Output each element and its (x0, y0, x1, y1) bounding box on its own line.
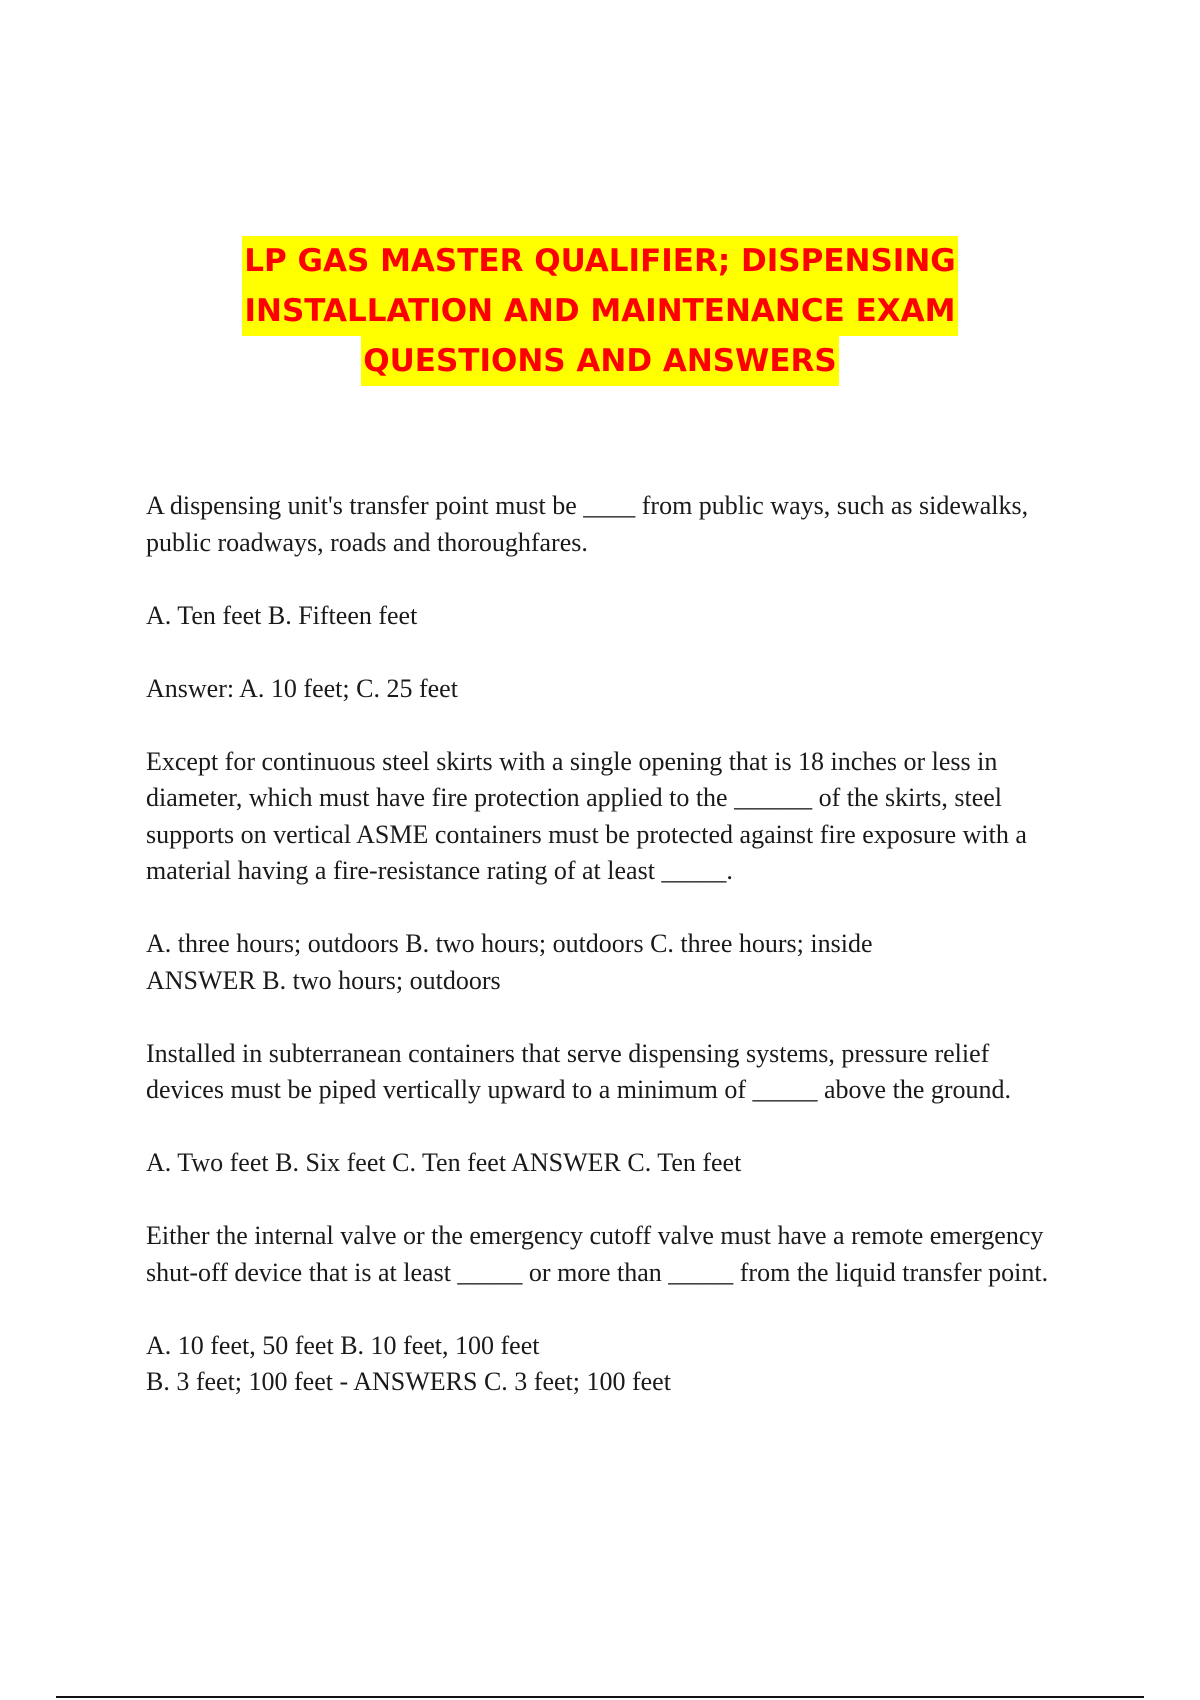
page-bottom-rule (56, 1696, 1144, 1698)
document-title (0, 236, 1200, 386)
question-4: Either the internal valve or the emergency cutoff valve must have a remote emergency shut-off device that is at least _____ or more than _____ from the liquid transfer point. (146, 1221, 1049, 1287)
question-4-options: A. 10 feet, 50 feet B. 10 feet, 100 feet (146, 1330, 540, 1360)
title-line-2: INSTALLATION AND MAINTENANCE EXAM (242, 286, 957, 336)
question-1-answer: Answer: A. 10 feet; C. 25 feet (146, 673, 458, 703)
question-1-options: A. Ten feet B. Fifteen feet (146, 600, 418, 630)
title-line-3: QUESTIONS AND ANSWERS (361, 336, 838, 386)
question-2-answer: ANSWER B. two hours; outdoors (146, 965, 501, 995)
question-4-answer: B. 3 feet; 100 feet - ANSWERS C. 3 feet; 100 feet (146, 1367, 671, 1396)
question-1: A dispensing unit's transfer point must be ____ from public ways, such as sidewalks, public roadways, roads and thoroughfares. (146, 491, 1029, 557)
question-2-options: A. three hours; outdoors B. two hours; outdoors C. three hours; inside (146, 929, 873, 958)
title-line-1: LP GAS MASTER QUALIFIER; DISPENSING (242, 236, 957, 286)
document-body (146, 488, 1066, 1437)
question-3-options-answer: A. Two feet B. Six feet C. Ten feet ANSWER C. Ten feet (146, 1148, 742, 1177)
question-2: Except for continuous steel skirts with a single opening that is 18 inches or less in diameter, which must have fire protection applied to the ______ of the skirts, steel supports on vertical ASME containers must be protected against fire exposure with a material having a fire-resistance rating of at least _____. (146, 746, 1027, 885)
question-3: Installed in subterranean containers that serve dispensing systems, pressure relief devices must be piped vertically upward to a minimum of _____ above the ground. (146, 1038, 1012, 1104)
